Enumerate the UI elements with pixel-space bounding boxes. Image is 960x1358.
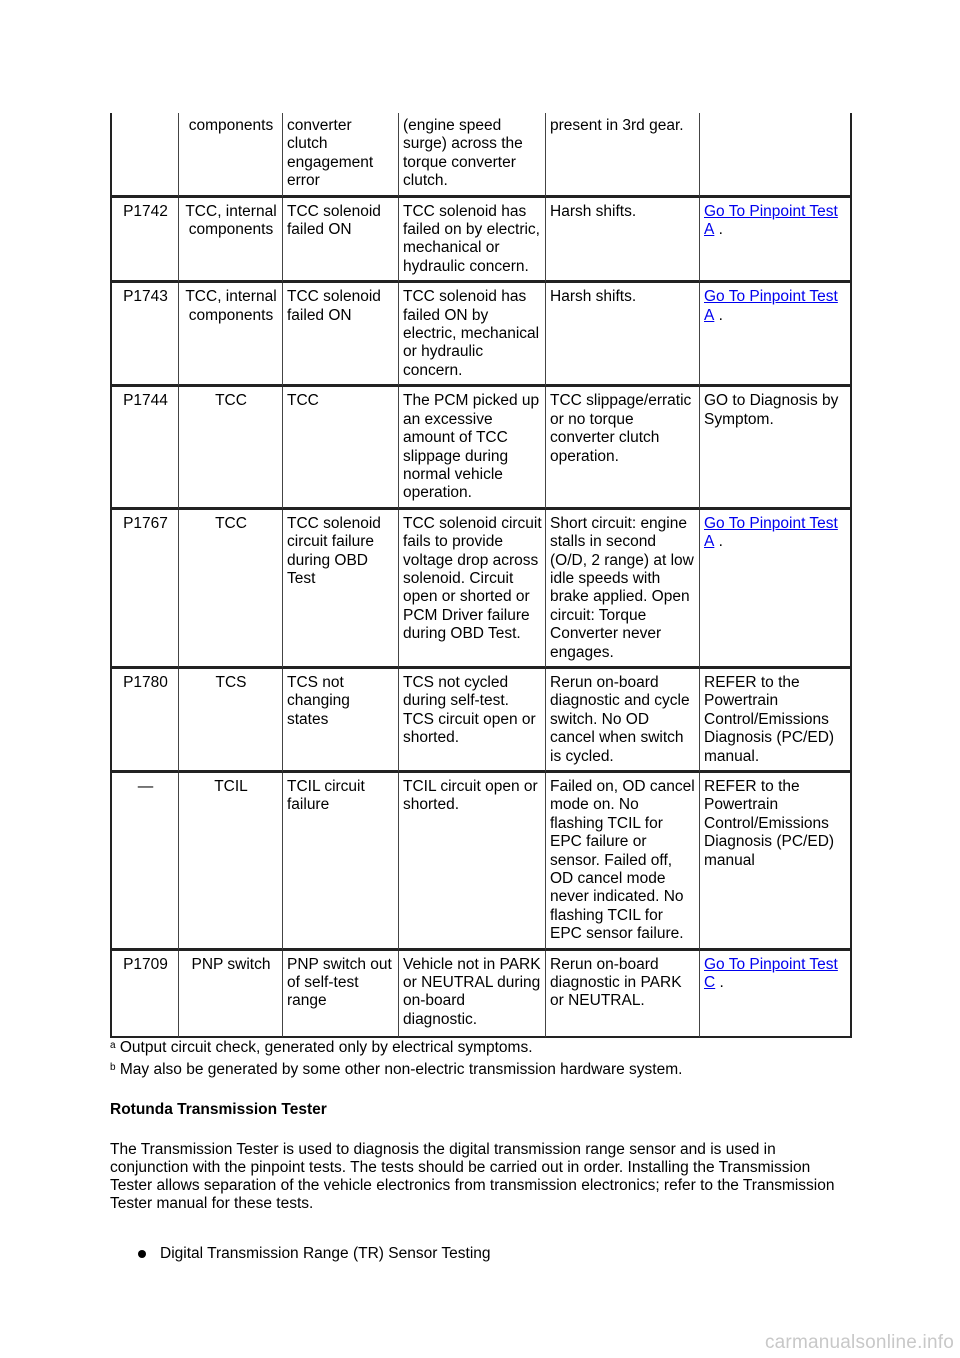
cell-description: converter clutch engagement error: [283, 113, 399, 198]
cell-symptom: Failed on, OD cancel mode on. No flashing TCIL for EPC failure or sensor. Failed off, OD cancel mode never indicated. No flashing TCIL for EPC sensor failure.: [546, 773, 700, 951]
cell-code: P1767: [112, 510, 179, 669]
link-suffix: .: [715, 974, 724, 992]
table-row: [112, 773, 850, 951]
cell-description: TCIL circuit failure: [283, 773, 399, 951]
pinpoint-test-link[interactable]: Go To Pinpoint Test C: [704, 955, 838, 992]
cell-description: TCS not changing states: [283, 669, 399, 773]
table-row: [112, 387, 850, 509]
cell-condition: The PCM picked up an excessive amount of TCC slippage during normal vehicle operation.: [399, 387, 546, 509]
table-row: [112, 951, 850, 1039]
pinpoint-test-link[interactable]: Go To Pinpoint Test A: [704, 514, 838, 551]
cell-condition: TCC solenoid has failed ON by electric, mechanical or hydraulic concern.: [399, 283, 546, 387]
link-suffix: .: [714, 306, 723, 324]
cell-description: PNP switch out of self-test range: [283, 951, 399, 1039]
bullet-list: [138, 1245, 491, 1263]
cell-symptom: Harsh shifts.: [546, 198, 700, 284]
cell-condition: TCS not cycled during self-test. TCS circuit open or shorted.: [399, 669, 546, 773]
bullet-icon: [138, 1250, 146, 1258]
table-row: [112, 669, 850, 773]
cell-system: TCC, internal components: [179, 198, 283, 284]
cell-action: [700, 198, 850, 284]
table-row: [112, 283, 850, 387]
cell-code: P1742: [112, 198, 179, 284]
cell-action: [700, 283, 850, 387]
table-row: [112, 198, 850, 284]
footnote-b: [110, 1061, 870, 1079]
cell-system: TCC: [179, 510, 283, 669]
table-row: [112, 510, 850, 669]
cell-description: TCC: [283, 387, 399, 509]
cell-action: [700, 510, 850, 669]
cell-system: TCC, internal components: [179, 283, 283, 387]
cell-action: REFER to the Powertrain Control/Emissions Diagnosis (PC/ED) manual: [700, 773, 850, 951]
cell-action: GO to Diagnosis by Symptom.: [700, 387, 850, 509]
cell-code: P1780: [112, 669, 179, 773]
cell-symptom: Short circuit: engine stalls in second (O/D, 2 range) at low idle speeds with brake applied. Open circuit: Torque Converter never engages.: [546, 510, 700, 669]
cell-action: [700, 951, 850, 1039]
cell-system: components: [179, 113, 283, 198]
pinpoint-test-link[interactable]: Go To Pinpoint Test A: [704, 288, 838, 324]
link-suffix: .: [714, 533, 723, 551]
cell-action: REFER to the Powertrain Control/Emissions Diagnosis (PC/ED) manual.: [700, 669, 850, 773]
link-suffix: .: [714, 221, 723, 239]
list-item: [138, 1245, 491, 1263]
cell-condition: TCC solenoid has failed on by electric, mechanical or hydraulic concern.: [399, 198, 546, 284]
cell-symptom: Rerun on-board diagnostic in PARK or NEUTRAL.: [546, 951, 700, 1039]
cell-code: P1743: [112, 283, 179, 387]
cell-description: TCC solenoid failed ON: [283, 283, 399, 387]
cell-description: TCC solenoid failed ON: [283, 198, 399, 284]
watermark: carmanualsonline.info: [764, 1332, 954, 1353]
cell-action: [700, 113, 850, 198]
cell-condition: (engine speed surge) across the torque converter clutch.: [399, 113, 546, 198]
dtc-table: [110, 113, 852, 1038]
cell-code: P1709: [112, 951, 179, 1039]
cell-symptom: Harsh shifts.: [546, 283, 700, 387]
cell-system: TCIL: [179, 773, 283, 951]
cell-code: [112, 113, 179, 198]
cell-system: TCS: [179, 669, 283, 773]
cell-code: P1744: [112, 387, 179, 509]
cell-symptom: present in 3rd gear.: [546, 113, 700, 198]
cell-condition: TCC solenoid circuit fails to provide voltage drop across solenoid. Circuit open or shorted or PCM Driver failure during OBD Test.: [399, 510, 546, 669]
cell-description: TCC solenoid circuit failure during OBD Test: [283, 510, 399, 669]
table-row-continuation: [112, 113, 850, 198]
footnote-marker: b: [110, 1062, 116, 1073]
footnote-a: [110, 1039, 870, 1057]
list-item-text: Digital Transmission Range (TR) Sensor Testing: [160, 1245, 491, 1262]
pinpoint-test-link[interactable]: Go To Pinpoint Test A: [704, 202, 838, 239]
footnote-marker: a: [110, 1040, 116, 1051]
cell-code: —: [112, 773, 179, 951]
footnote-text: May also be generated by some other non-electric transmission hardware system.: [119, 1061, 683, 1078]
cell-symptom: Rerun on-board diagnostic and cycle switch. No OD cancel when switch is cycled.: [546, 669, 700, 773]
cell-system: TCC: [179, 387, 283, 509]
cell-system: PNP switch: [179, 951, 283, 1039]
footnote-text: Output circuit check, generated only by electrical symptoms.: [119, 1039, 533, 1056]
cell-condition: Vehicle not in PARK or NEUTRAL during on-board diagnostic.: [399, 951, 546, 1039]
footnotes: [110, 1039, 870, 1083]
section-title: Rotunda Transmission Tester: [110, 1101, 327, 1118]
cell-condition: TCIL circuit open or shorted.: [399, 773, 546, 951]
cell-symptom: TCC slippage/erratic or no torque converter clutch operation.: [546, 387, 700, 509]
section-body: The Transmission Tester is used to diagnosis the digital transmission range sensor and is used in conjunction with the pinpoint tests. The tests should be carried out in order. Installing the Transmission Tester allows separation of the vehicle electronics from transmission electronics; refer to the Transmission Tester manual for these tests.: [110, 1141, 835, 1212]
